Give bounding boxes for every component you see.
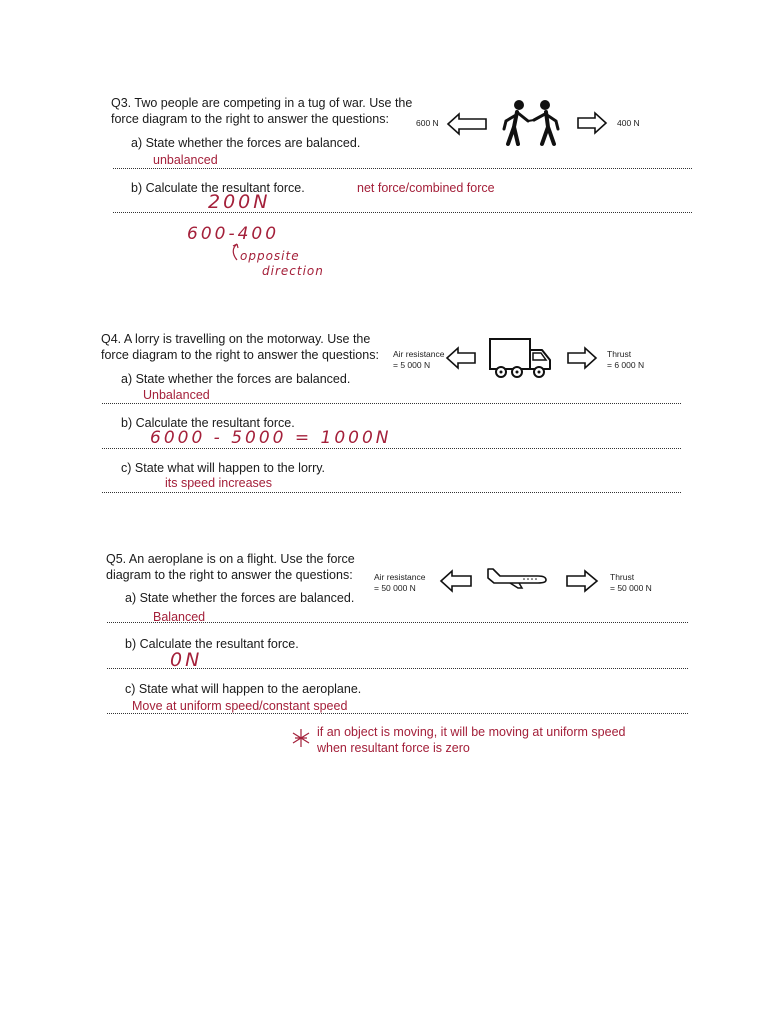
q5-answer-b: 0N	[170, 649, 203, 671]
lorry-icon	[489, 338, 552, 380]
q3-left-force: 600 N	[416, 118, 439, 128]
q3-intro-line2: force diagram to the right to answer the questions:	[111, 112, 389, 126]
q5-answer-line-a	[107, 622, 688, 623]
note-line-1: if an object is moving, it will be moving at uniform speed	[317, 725, 626, 739]
q5-intro-line2: diagram to the right to answer the questions:	[106, 568, 353, 582]
q4-intro-line2: force diagram to the right to answer the questions:	[101, 348, 379, 362]
q5-right-label-1: Thrust	[610, 572, 635, 582]
q4-answer-a: Unbalanced	[143, 388, 210, 402]
q3-right-force: 400 N	[617, 118, 640, 128]
q5-answer-a: Balanced	[153, 610, 206, 624]
q5-left-label-1: Air resistance	[374, 572, 426, 582]
q4-answer-line-a	[102, 403, 681, 404]
q5-left-label-2: = 50 000 N	[374, 583, 416, 593]
q5-intro-line1: Q5. An aeroplane is on a flight. Use the force	[106, 552, 355, 566]
q4-right-label-2: = 6 000 N	[607, 360, 645, 370]
q4-intro-line1: Q4. A lorry is travelling on the motorway. Use the	[101, 332, 371, 346]
q3-intro-line1: Q3. Two people are competing in a tug of war. Use the	[111, 96, 413, 110]
q5-answer-line-b	[107, 668, 688, 669]
q4-left-label-1: Air resistance	[393, 349, 445, 359]
q4-answer-line-c	[102, 492, 681, 493]
q4-answer-c: its speed increases	[165, 476, 273, 490]
q3-working: 600-400	[187, 224, 280, 244]
arrow-right-icon	[577, 112, 607, 134]
q5-right-label-2: = 50 000 N	[610, 583, 652, 593]
q3-answer-b: 200N	[208, 191, 271, 213]
q4-question-b: b) Calculate the resultant force.	[121, 416, 295, 430]
arrow-left-icon	[440, 570, 472, 592]
q4-answer-line-b	[102, 448, 681, 449]
q3-working-note-1: opposite	[240, 249, 300, 263]
asterisk-icon	[290, 727, 312, 749]
q3-note-b: net force/combined force	[357, 181, 495, 195]
arrow-right-icon	[567, 347, 597, 369]
q4-question-a: a) State whether the forces are balanced.	[121, 372, 351, 386]
q4-answer-b: 6000 - 5000 = 1000N	[150, 428, 392, 448]
q3-answer-a: unbalanced	[153, 153, 218, 167]
q5-question-a: a) State whether the forces are balanced.	[125, 591, 355, 605]
q4-question-c: c) State what will happen to the lorry.	[121, 461, 326, 475]
q5-answer-line-c	[107, 713, 688, 714]
q3-answer-line-b	[113, 212, 692, 213]
q5-answer-c: Move at uniform speed/constant speed	[132, 699, 348, 713]
q3-question-a: a) State whether the forces are balanced.	[131, 136, 361, 150]
arrow-left-icon	[446, 347, 476, 369]
note-line-2: when resultant force is zero	[317, 741, 470, 755]
q3-working-note-2: direction	[262, 264, 324, 278]
q3-answer-line-a	[113, 168, 692, 169]
q4-left-label-2: = 5 000 N	[393, 360, 431, 370]
tug-of-war-icon	[500, 99, 562, 147]
q3-question-b: b) Calculate the resultant force.	[131, 181, 305, 195]
q5-question-b: b) Calculate the resultant force.	[125, 637, 299, 651]
arrow-right-icon	[566, 570, 598, 592]
q4-right-label-1: Thrust	[607, 349, 632, 359]
arrow-left-icon	[447, 113, 487, 135]
aeroplane-icon	[484, 565, 548, 589]
q5-question-c: c) State what will happen to the aeroplane.	[125, 682, 362, 696]
